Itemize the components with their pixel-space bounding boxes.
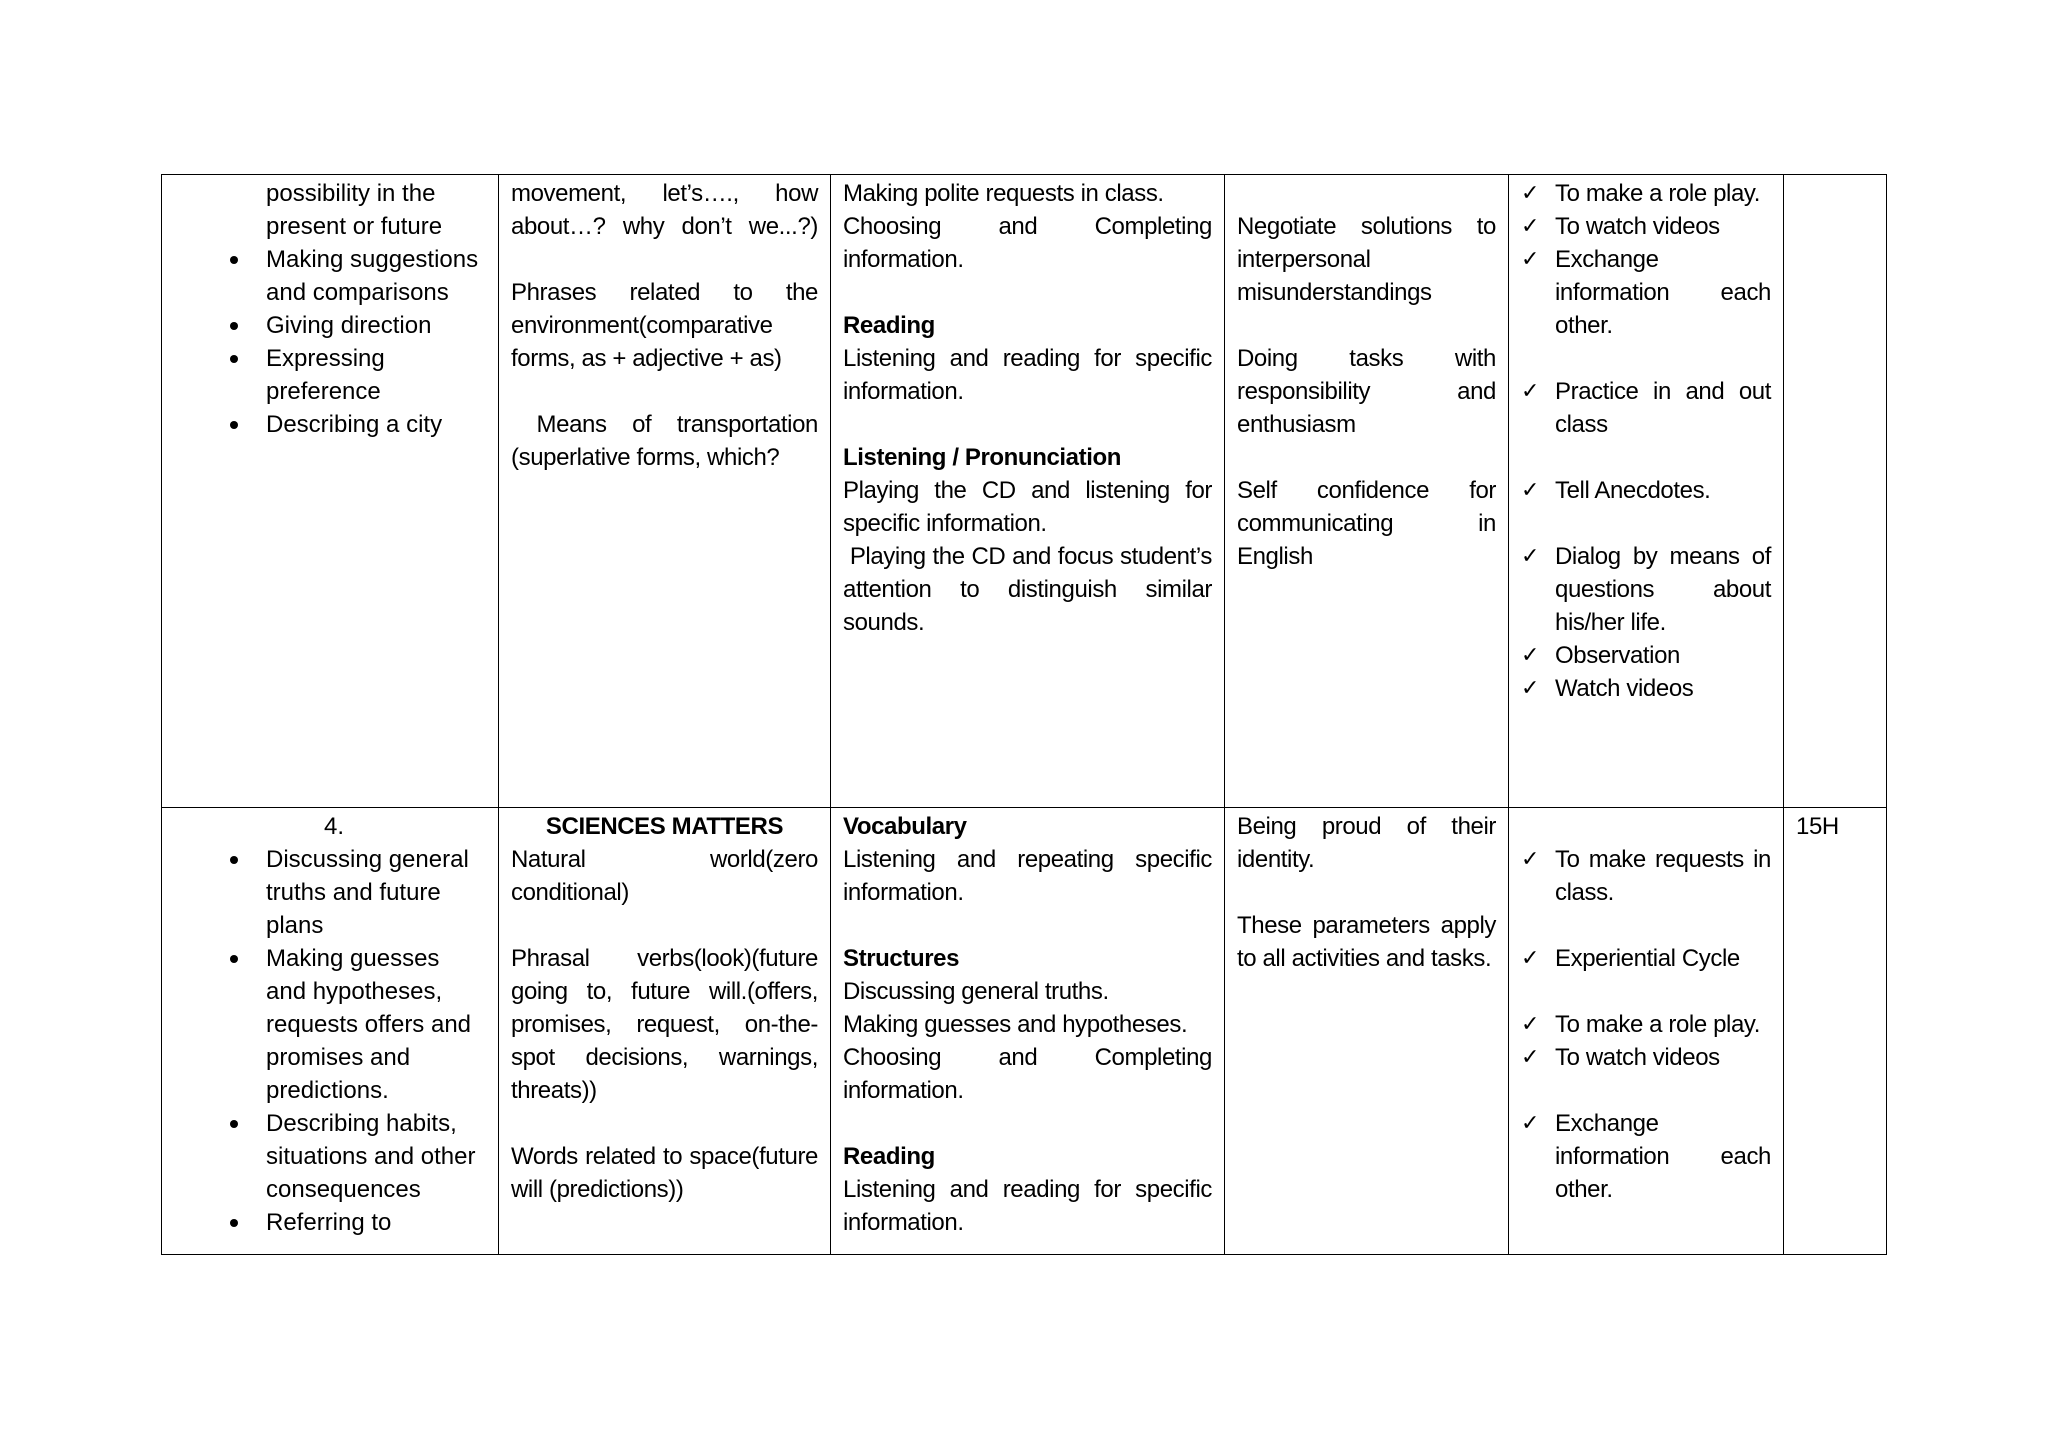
list-item: Discussing general truths and future plans [174, 843, 486, 942]
reading-heading: Reading [843, 312, 935, 339]
list-item: ✓ To watch videos [1521, 210, 1771, 243]
time-cell: 15H [1784, 808, 1887, 1255]
strategy-line: Listening and reading for specific information. [843, 345, 1212, 405]
list-item: Describing habits, situations and other consequences [174, 1107, 486, 1206]
activities-cell [1509, 175, 1784, 808]
contents-cell [499, 808, 831, 1255]
list-item: ✓ To make a role play. [1521, 1008, 1771, 1041]
strategy-line: Discussing general truths. [843, 978, 1109, 1005]
strategy-line: Choosing and Completing information. [843, 213, 1212, 273]
bullet-icon [230, 955, 238, 963]
bullet-icon [230, 421, 238, 429]
checkmark-icon: ✓ [1521, 379, 1540, 404]
bullet-icon [230, 1219, 238, 1227]
activities-list [1521, 843, 1771, 1206]
activities-list [1521, 177, 1771, 705]
attitude-line: These parameters apply to all activities and tasks. [1237, 912, 1496, 972]
activities-cell [1509, 808, 1784, 1255]
strategy-line: Making guesses and hypotheses. [843, 1011, 1188, 1038]
contents-line: Means of transportation (superlative forms, which? [511, 411, 825, 471]
contents-line: Phrasal verbs(look)(future going to, future will.(offers, promises, request, on-the-spot decisions, warnings, threats)) [511, 945, 818, 1104]
functions-continuation: possibility in the present or future [266, 180, 443, 240]
strategy-line: Playing the CD and focus student’s attention to distinguish similar sounds. [843, 543, 1219, 636]
bullet-icon [230, 856, 238, 864]
functions-list [174, 243, 486, 441]
checkmark-icon: ✓ [1521, 214, 1540, 239]
strategy-line: Listening and repeating specific information. [843, 846, 1212, 906]
functions-list [174, 843, 486, 1239]
bullet-icon [230, 256, 238, 264]
strategy-line: Making polite requests in class. [843, 180, 1164, 207]
attitudes-cell [1225, 808, 1509, 1255]
listening-heading: Listening / Pronunciation [843, 444, 1122, 471]
table-row [162, 175, 1887, 808]
list-item: Describing a city [174, 408, 486, 441]
strategy-line: Listening and reading for specific information. [843, 1176, 1212, 1236]
list-item: Making guesses and hypotheses, requests offers and promises and predictions. [174, 942, 486, 1107]
checkmark-icon: ✓ [1521, 181, 1540, 206]
checkmark-icon: ✓ [1521, 478, 1540, 503]
lesson-plan-table [161, 174, 1887, 1255]
contents-line: Phrases related to the environment(comparative forms, as + adjective + as) [511, 279, 818, 372]
time-cell [1784, 175, 1887, 808]
unit-number: 4. [324, 813, 345, 840]
list-item: Making suggestions and comparisons [174, 243, 486, 309]
strategy-line: Playing the CD and listening for specific information. [843, 477, 1212, 537]
list-item: ✓ To make requests in class. [1521, 843, 1771, 909]
attitude-line: Being proud of their identity. [1237, 813, 1496, 873]
functions-cell [162, 808, 499, 1255]
list-item: ✓ Dialog by means of questions about his/her life. [1521, 540, 1771, 639]
list-item: ✓ To watch videos [1521, 1041, 1771, 1074]
structures-heading: Structures [843, 945, 960, 972]
attitude-line: Negotiate solutions to interpersonal misunderstandings [1237, 213, 1496, 306]
attitude-line: Self confidence for communicating in English [1237, 477, 1496, 570]
bullet-icon [230, 322, 238, 330]
checkmark-icon: ✓ [1521, 544, 1540, 569]
functions-cell [162, 175, 499, 808]
list-item: ✓ Tell Anecdotes. [1521, 474, 1771, 507]
contents-line: movement, let’s…., how about…? why don’t we...?) [511, 180, 818, 240]
checkmark-icon: ✓ [1521, 643, 1540, 668]
list-item: ✓ Practice in and out class [1521, 375, 1771, 441]
list-item: ✓ Exchange information each other. [1521, 243, 1771, 342]
bullet-icon [230, 1120, 238, 1128]
contents-line: Words related to space(future will (predictions)) [511, 1143, 818, 1203]
checkmark-icon: ✓ [1521, 1045, 1540, 1070]
attitudes-cell [1225, 175, 1509, 808]
list-item: ✓ To make a role play. [1521, 177, 1771, 210]
list-item: Expressing preference [174, 342, 486, 408]
list-item: ✓ Observation [1521, 639, 1771, 672]
list-item: ✓ Watch videos [1521, 672, 1771, 705]
checkmark-icon: ✓ [1521, 1012, 1540, 1037]
list-item: Referring to [174, 1206, 486, 1239]
reading-heading: Reading [843, 1143, 935, 1170]
contents-line: Natural world(zero conditional) [511, 846, 818, 906]
unit-title: SCIENCES MATTERS [545, 813, 784, 840]
strategy-line: Choosing and Completing information. [843, 1044, 1212, 1104]
strategies-cell [831, 808, 1225, 1255]
checkmark-icon: ✓ [1521, 247, 1540, 272]
table-row [162, 808, 1887, 1255]
list-item: ✓ Experiential Cycle [1521, 942, 1771, 975]
attitude-line: Doing tasks with responsibility and enthusiasm [1237, 345, 1496, 438]
strategies-cell [831, 175, 1225, 808]
checkmark-icon: ✓ [1521, 847, 1540, 872]
list-item: Giving direction [174, 309, 486, 342]
checkmark-icon: ✓ [1521, 1111, 1540, 1136]
checkmark-icon: ✓ [1521, 946, 1540, 971]
bullet-icon [230, 355, 238, 363]
checkmark-icon: ✓ [1521, 676, 1540, 701]
contents-cell [499, 175, 831, 808]
vocabulary-heading: Vocabulary [843, 813, 967, 840]
list-item: ✓ Exchange information each other. [1521, 1107, 1771, 1206]
